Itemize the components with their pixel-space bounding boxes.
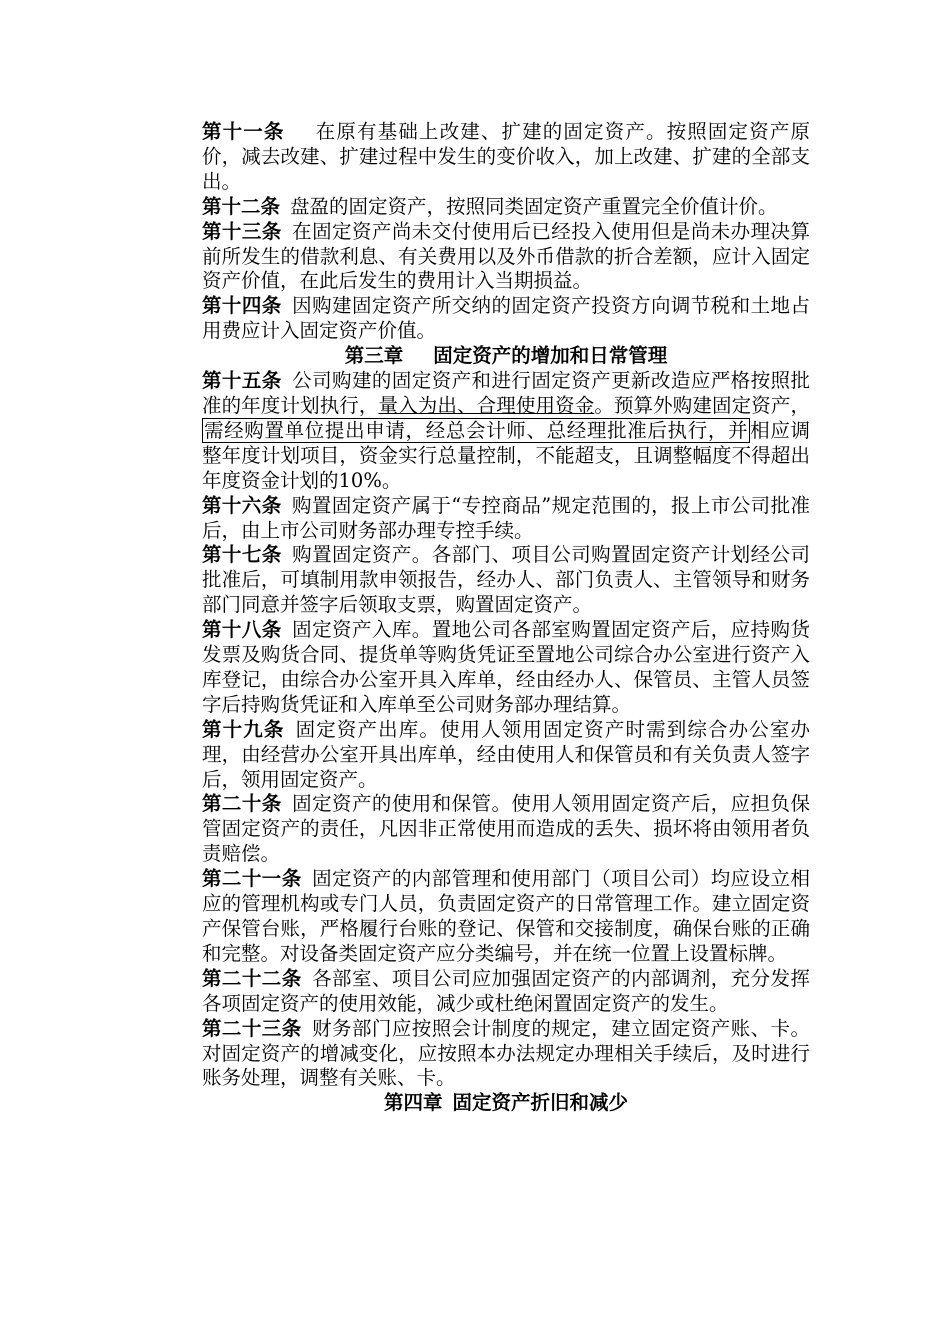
article-text: 固定资产的使用和保管。使用人领用固定资产后，应担负保管固定资产的责任，凡因非正常使用而造成的丢失、损坏将由领用者负责赔偿。 — [202, 792, 810, 866]
article-20 — [202, 792, 810, 867]
article-18 — [202, 618, 810, 718]
document-page — [202, 120, 810, 1116]
article-label: 第十二条 — [202, 194, 281, 218]
chapter-title: 固定资产折旧和减少 — [452, 1091, 629, 1115]
article-text: 购置固定资产属于“专控商品”规定范围的，报上市公司批准后，由上市公司财务部办理专控手续。 — [202, 493, 810, 542]
article-label: 第十九条 — [202, 717, 285, 741]
article-text: 盘盈的固定资产，按照同类固定资产重置完全价值计价。 — [290, 194, 778, 218]
article-label: 第十三条 — [202, 219, 282, 243]
article-23 — [202, 1017, 810, 1092]
article-16 — [202, 494, 810, 544]
article-text: 在固定资产尚未交付使用后已经投入使用但是尚未办理决算前所发生的借款利息、有关费用以及外币借款的折合差额，应计入固定资产价值，在此后发生的费用计入当期损益。 — [202, 219, 810, 293]
article-11 — [202, 120, 810, 195]
underlined-text: 量入为出、合理使用资金 — [378, 393, 595, 417]
article-text: 固定资产入库。置地公司各部室购置固定资产后，应持购货发票及购货合同、提货单等购货凭证至置地公司综合办公室进行资产入库登记，由综合办公室开具入库单，经由经办人、保管员、主管人员签字后持购货凭证和入库单至公司财务部办理结算。 — [202, 618, 810, 716]
article-text: 因购建固定资产所交纳的固定资产投资方向调节税和土地占用费应计入固定资产价值。 — [202, 294, 810, 343]
article-text: 公司购建的固定资产和进行固定资产更新改造应严格按照批准的年度计划执行， — [202, 369, 810, 417]
boxed-text: 需经购置单位提出申请，经总会计师、总经理批准后执行，并 — [204, 418, 749, 442]
article-text: 固定资产出库。使用人领用固定资产时需到综合办公室办理，由经营办公室开具出库单，经由使用人和保管员和有关负责人签字后，领用固定资产。 — [202, 717, 810, 791]
article-21 — [202, 867, 810, 967]
article-label: 第二十一条 — [202, 867, 302, 891]
article-19 — [202, 718, 810, 793]
article-label: 第二十三条 — [202, 1016, 302, 1040]
chapter-title: 固定资产的增加和日常管理 — [433, 344, 668, 368]
article-text: 在原有基础上改建、扩建的固定资产。按照固定资产原价，减去改建、扩建过程中发生的变价收入，加上改建、扩建的全部支出。 — [202, 120, 810, 193]
article-text: 固定资产的内部管理和使用部门（项目公司）均应设立相应的管理机构或专门人员，负责固定资产的日常管理工作。建立固定资产保管台账，严格履行台账的登记、保管和交接制度，确保台账的正确和完整。对设备类固定资产应分类编号，并在统一位置上设置标牌。 — [202, 867, 810, 965]
chapter-heading — [202, 1091, 810, 1116]
article-text: 。预算外购建固定资产， — [594, 393, 810, 417]
chapter-number: 第三章 — [344, 344, 404, 368]
chapter-number: 第四章 — [383, 1091, 443, 1115]
article-12 — [202, 195, 810, 220]
article-17 — [202, 543, 810, 618]
article-text: 相应调整年度计划项目，资金实行总量控制，不能超支，且调整幅度不得超出年度资金计划的10%。 — [202, 418, 810, 492]
chapter-heading — [202, 344, 810, 369]
article-label: 第十一条 — [202, 120, 285, 143]
article-13 — [202, 220, 810, 295]
article-text: 购置固定资产。各部门、项目公司购置固定资产计划经公司批准后，可填制用款申领报告，经办人、部门负责人、主管领导和财务部门同意并签字后领取支票，购置固定资产。 — [202, 543, 810, 617]
article-15 — [202, 369, 810, 494]
article-label: 第十四条 — [202, 294, 282, 318]
article-label: 第十六条 — [202, 493, 282, 517]
article-label: 第十八条 — [202, 618, 282, 642]
article-label: 第十七条 — [202, 543, 282, 567]
article-text: 各部室、项目公司应加强固定资产的内部调剂，充分发挥各项固定资产的使用效能，减少或杜绝闲置固定资产的发生。 — [202, 966, 810, 1015]
article-14 — [202, 294, 810, 344]
article-22 — [202, 967, 810, 1017]
article-label: 第二十二条 — [202, 966, 302, 990]
article-label: 第十五条 — [202, 369, 282, 393]
article-text: 财务部门应按照会计制度的规定，建立固定资产账、卡。对固定资产的增减变化，应按照本办法规定办理相关手续后，及时进行账务处理，调整有关账、卡。 — [202, 1016, 810, 1090]
article-label: 第二十条 — [202, 792, 282, 816]
